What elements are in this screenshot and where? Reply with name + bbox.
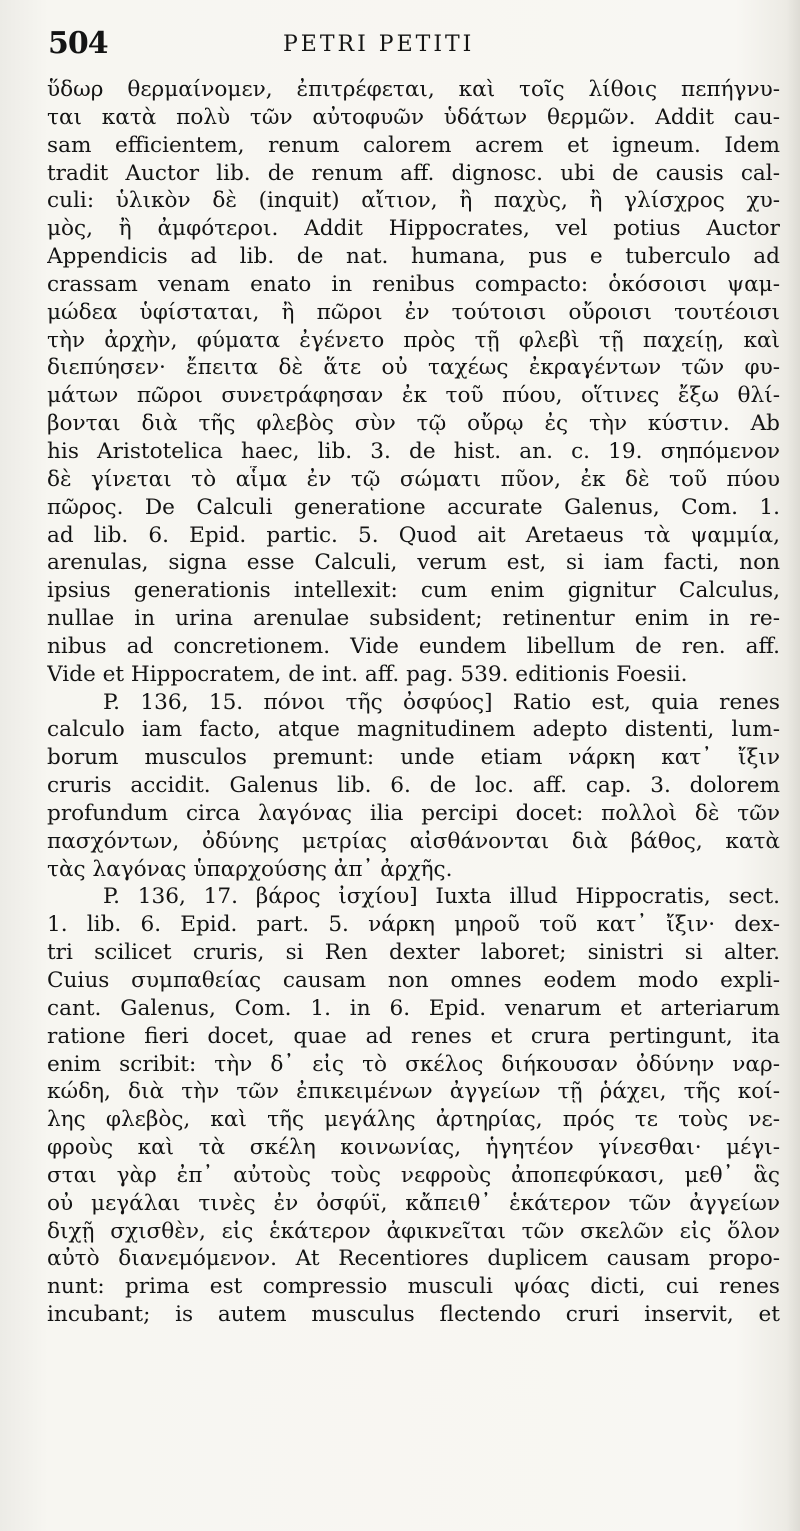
- page-edge-shadow: [786, 0, 800, 1531]
- text-line: μὸς, ἢ ἀμφότεροι. Addit Hippocrates, vel potius Auctor: [47, 216, 780, 242]
- text-line: μάτων πῶροι συνετράφησαν ἐκ τοῦ πύου, οἵτινες ἔξω θλί-: [47, 383, 780, 409]
- text-line: culi: ὑλικὸν δὲ (inquit) αἴτιον, ἢ παχὺς, ἢ γλίσχρος χυ-: [47, 188, 780, 214]
- text-line: nullae in urina arenulae subsident; retinentur enim in re-: [47, 606, 780, 632]
- running-head: PETRI PETITI: [283, 32, 475, 57]
- text-line: φροὺς καὶ τὰ σκέλη κοινωνίας, ἡγητέον γίνεσθαι· μέγι-: [47, 1135, 780, 1161]
- text-line: Cuius συμπαθείας causam non omnes eodem modo expli-: [47, 968, 780, 993]
- text-line: ipsius generationis intellexit: cum enim gignitur Calculus,: [47, 578, 780, 604]
- body-text: [47, 76, 780, 1329]
- text-line: arenulas, signa esse Calculi, verum est, si iam facti, non: [47, 550, 780, 576]
- text-line: crassam venam enato in renibus compacto: ὁκόσοισι ψαμ-: [47, 271, 780, 297]
- text-line: ratione fieri docet, quae ad renes et crura pertingunt, ita: [47, 1023, 780, 1049]
- text-line: δὲ γίνεται τὸ αἷμα ἐν τῷ σώματι πῦον, ἐκ δὲ τοῦ πύου: [47, 466, 780, 492]
- text-line: διεπύησεν· ἔπειτα δὲ ἅτε οὐ ταχέως ἐκραγέντων τῶν φυ-: [47, 355, 780, 381]
- text-line: τὴν ἀρχὴν, φύματα ἐγένετο πρὸς τῇ φλεβὶ τῇ παχείῃ, καὶ: [47, 327, 780, 353]
- text-line: cruris accidit. Galenus lib. 6. de loc. aff. cap. 3. dolorem: [47, 773, 780, 799]
- text-line: τὰς λαγόνας ὑπαρχούσης ἀπ᾽ ἀρχῆς.: [47, 856, 453, 882]
- text-line: πῶρος. De Calculi generatione accurate Galenus, Com. 1.: [47, 494, 780, 520]
- text-line: μώδεα ὑφίσταται, ἢ πῶροι ἐν τούτοισι οὔροισι τουτέοισι: [47, 299, 780, 325]
- text-line: διχῇ σχισθὲν, εἰς ἑκάτερον ἀφικνεῖται τῶν σκελῶν εἰς ὅλον: [47, 1218, 780, 1244]
- text-line: πασχόντων, ὀδύνης μετρίας αἰσθάνονται διὰ βάθος, κατὰ: [47, 828, 780, 854]
- text-line: ται κατὰ πολὺ τῶν αὐτοφυῶν ὑδάτων θερμῶν. Addit cau-: [47, 104, 780, 130]
- text-line: βονται διὰ τῆς φλεβὸς σὺν τῷ οὔρῳ ἐς τὴν κύστιν. Ab: [47, 411, 780, 437]
- text-line: κώδη, διὰ τὴν τῶν ἐπικειμένων ἀγγείων τῇ ῥάχει, τῆς κοί-: [47, 1079, 780, 1105]
- page-header: [48, 26, 760, 70]
- text-line: P. 136, 17. βάρος ἰσχίου] Iuxta illud Hippocratis, sect.: [103, 884, 780, 910]
- text-line: ad lib. 6. Epid. partic. 5. Quod ait Aretaeus τὰ ψαμμία,: [47, 522, 780, 548]
- text-line: sam efficientem, renum calorem acrem et igneum. Idem: [47, 132, 780, 158]
- text-line: σται γὰρ ἐπ᾽ αὐτοὺς τοὺς νεφροὺς ἀποπεφύκασι, μεθ᾽ ἃς: [47, 1162, 780, 1188]
- text-line: enim scribit: τὴν δ᾽ εἰς τὸ σκέλος διήκουσαν ὀδύνην ναρ-: [47, 1051, 780, 1077]
- text-line: tradit Auctor lib. de renum aff. dignosc. ubi de causis cal-: [47, 160, 780, 186]
- text-line: P. 136, 15. πόνοι τῆς ὀσφύος] Ratio est, quia renes: [103, 689, 780, 715]
- text-line: Appendicis ad lib. de nat. humana, pus e tuberculo ad: [47, 244, 780, 270]
- text-line: profundum circa λαγόνας ilia percipi docet: πολλοὶ δὲ τῶν: [47, 800, 780, 826]
- text-line: incubant; is autem musculus flectendo cruri inservit, et: [47, 1302, 780, 1328]
- text-line: tri scilicet cruris, si Ren dexter laboret; sinistri si alter.: [47, 940, 780, 966]
- text-line: borum musculos premunt: unde etiam νάρκη κατ᾽ ἴξιν: [47, 745, 780, 771]
- text-line: calculo iam facto, atque magnitudinem adepto distenti, lum-: [47, 717, 780, 743]
- text-line: αὐτὸ διανεμόμενον. At Recentiores duplicem causam propo-: [47, 1246, 780, 1272]
- text-line: cant. Galenus, Com. 1. in 6. Epid. venarum et arteriarum: [47, 995, 780, 1021]
- text-line: λης φλεβὸς, καὶ τῆς μεγάλης ἀρτηρίας, πρός τε τοὺς νε-: [47, 1107, 780, 1133]
- text-line: οὐ μεγάλαι τινὲς ἐν ὀσφύϊ, κἄπειθ᾽ ἑκάτερον τῶν ἀγγείων: [47, 1190, 780, 1216]
- page-number: 504: [48, 26, 108, 61]
- text-line: ὕδωρ θερμαίνομεν, ἐπιτρέφεται, καὶ τοῖς λίθοις πεπήγνυ-: [47, 77, 780, 102]
- text-line: Vide et Hippocratem, de int. aff. pag. 539. editionis Foesii.: [47, 661, 688, 687]
- text-line: his Aristotelica haec, lib. 3. de hist. an. c. 19. σηπόμενον: [47, 438, 780, 464]
- text-line: nunt: prima est compressio musculi ψόας dicti, cui renes: [47, 1274, 780, 1300]
- text-line: nibus ad concretionem. Vide eundem libellum de ren. aff.: [47, 633, 780, 659]
- text-line: 1. lib. 6. Epid. part. 5. νάρκη μηροῦ τοῦ κατ᾽ ἴξιν· dex-: [47, 912, 780, 938]
